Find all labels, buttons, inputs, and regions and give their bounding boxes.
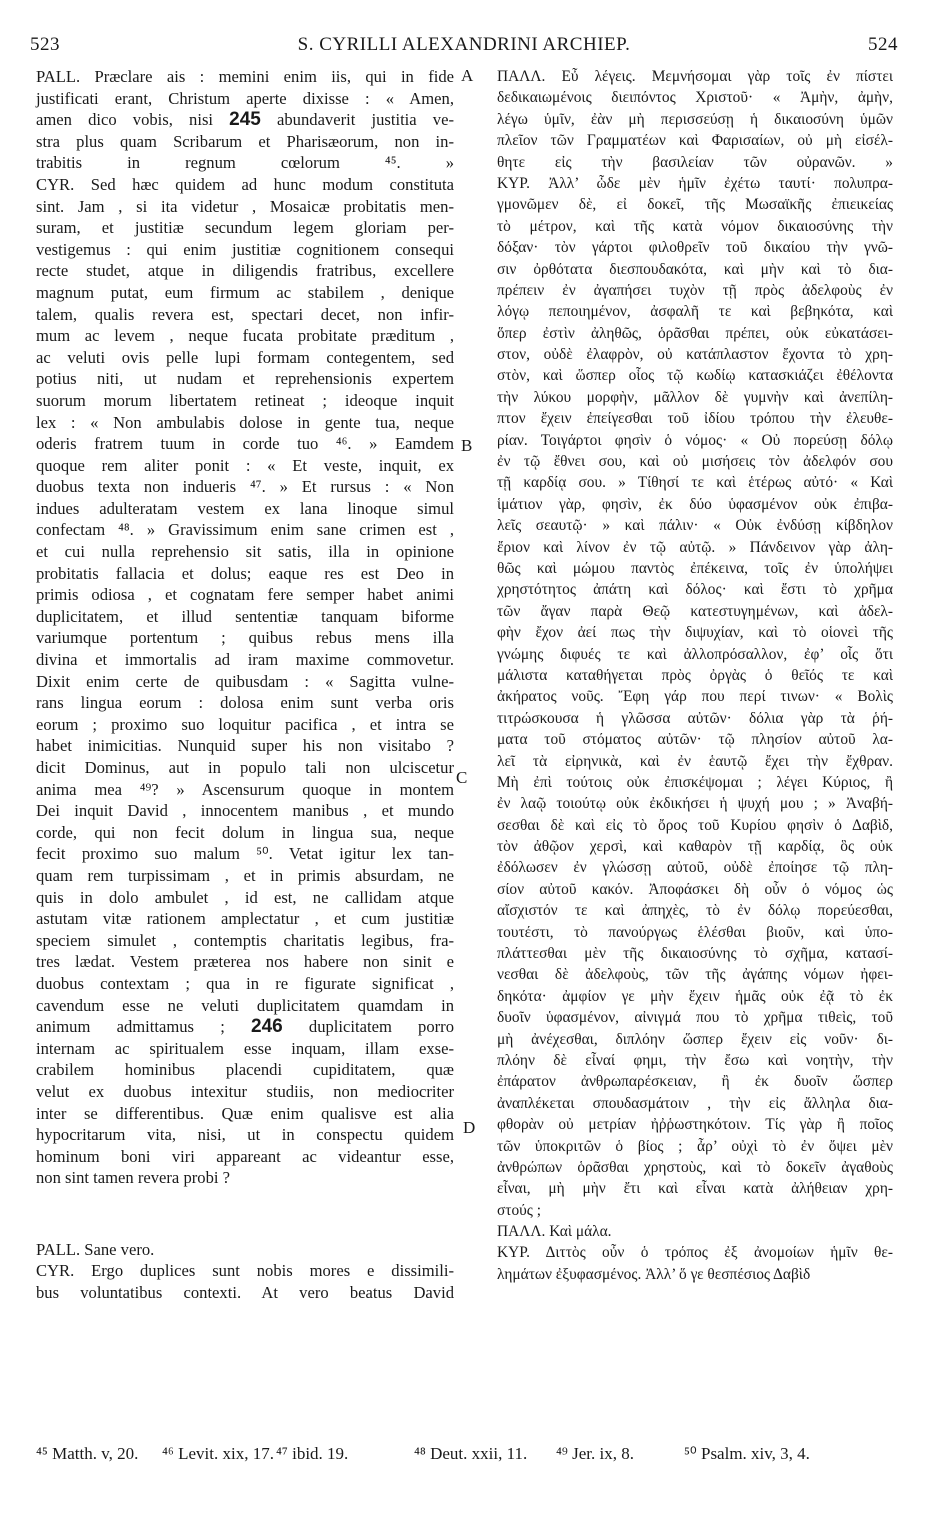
- greek-text-line: δεδικαιωμένοις διειπόντος Χριστοῦ· « Ἀμὴν, ἀμὴν,: [497, 89, 893, 107]
- latin-text-line: velut ex duobus intexitur studiis, non mediocriter: [36, 1081, 454, 1101]
- greek-text-line: τὸ μέτρον, καὶ τῆς κατὰ νόμον δικαιοσύνης τὴν: [497, 217, 893, 235]
- greek-text-line: γνώμης διφυές τε καὶ ἀλλοπρόσαλλον, ἐφ’ οἷς ὅτι: [497, 645, 893, 663]
- latin-text-line: habet inimicitias. Nunquid super his non visitabo ?: [36, 736, 454, 756]
- greek-text-line: χρηστότητος ἀπάτη καὶ δόλος· καὶ ἔστι τὸ χρῆμα: [497, 581, 893, 599]
- greek-text-line: τουτέστι, τὸ πανούργως ἑλέσθαι βιοῦν, καὶ ὑπο-: [497, 923, 893, 941]
- latin-text-line: duobus contextam ; qua in re figurate significat ,: [36, 973, 454, 993]
- greek-text-line: ἐπάρατον ἀνθρωπαρέσκειαν, ἢ ἐκ δυοῖν ὥσπερ: [497, 1073, 893, 1091]
- latin-text-line: Dixit enim certe de quibusdam : « Sagitta vulne-: [36, 671, 454, 691]
- greek-text-line: ΚΥΡ. Διττὸς οὖν ὁ τρόπος ἐξ ἀνομοίων ἡμῖν θε-: [497, 1244, 893, 1262]
- greek-text-line: δηκότα· ἀμφίον γε μὴν ἔχειν ἡμᾶς οὐκ ἐᾷ τὸ ἐκ: [497, 987, 893, 1005]
- greek-text-line: τὸν ἀθῷον χερσὶ, καὶ καθαρὸν τῇ καρδίᾳ, ὃς οὐκ: [497, 838, 893, 856]
- footnote: ⁴⁵ Matth. v, 20.: [36, 1444, 139, 1463]
- footnote: ⁴⁷ ibid. 19.: [276, 1444, 349, 1463]
- greek-text-line: τῇ καρδίᾳ σου. » Τίθησί τε καὶ ἑτέρως αὐτό· « Καὶ: [497, 474, 893, 492]
- latin-text-line: variumque portentum ; quibus rebus mens illa: [36, 628, 454, 648]
- latin-text-line: Dei inquit David , innocentem manibus , et mundo: [36, 801, 454, 821]
- latin-text-line: non sint tamen revera probi ?: [36, 1168, 230, 1188]
- latin-text-line: divina et immortalis ad iram maxime commovetur.: [36, 650, 454, 670]
- latin-text-line: stra plus quam Scribarum et Pharisæorum, non in-: [36, 131, 454, 151]
- footnote: ⁴⁸ Deut. xxii, 11.: [414, 1444, 528, 1463]
- greek-text-line: πτον ἔχειν ἐπείγεσθαι τοῦ ἰδίου τρόπου τὴν ἐλευθε-: [497, 410, 893, 428]
- greek-text-line: πλεῖον τῶν Γραμματέων καὶ Φαρισαίων, οὐ μὴ εἰσέλ-: [497, 132, 893, 150]
- greek-text-line: τῶν ὑποκριτῶν ὁ βίος ; ἆρ’ οὐχὶ τὸ ἐν ὄψει μὲν: [497, 1137, 893, 1155]
- running-header: [30, 34, 898, 64]
- greek-text-line: Μὴ ἐπὶ τούτοις οὐκ ἐπισκέψομαι ; λέγει Κύριος, ἢ: [497, 773, 893, 791]
- latin-text-line: PALL. Sane vero.: [36, 1239, 155, 1259]
- greek-text-line: ἀναπλέκεται σπουδασμάτοιν , τὴν εἰς ἄλληλα δια-: [497, 1094, 893, 1112]
- greek-text-line: ΠΑΛΛ. Καὶ μάλα.: [497, 1223, 612, 1241]
- latin-text-line: cavendum esse ne veluti duplicitatem quamdam in: [36, 995, 454, 1015]
- greek-text-line: ἱμάτιον γὰρ, φησὶν, ἐκ δύο ὑφασμένον οὐκ ἐπιβα-: [497, 495, 893, 513]
- section-mark-a: A: [461, 66, 474, 85]
- greek-text-line: στον, οὐδὲ ἐλαφρὸν, οὐ κατάπλαστον ἔχοντα τὸ χρη-: [497, 346, 893, 364]
- greek-text-line: μάλιστα καταθήγεται πρὸς ὀργὰς ὁ θεῖός τε καὶ: [497, 666, 893, 684]
- latin-text-line: dicit Dominus, aut in populo tali non ulciscetur: [36, 758, 454, 777]
- column-number: 245: [229, 109, 261, 131]
- latin-text-line: amen dico vobis, nisi 245 abundaverit justitia ve-: [36, 109, 454, 131]
- latin-text-line: quoque rem aliter ponit : « Et veste, inquit, ex: [36, 455, 454, 475]
- greek-text-line: ΚΥΡ. Ἀλλ’ ὧδε μὲν ἡμῖν ἐχέτω ταυτί· πολυπρα-: [497, 174, 893, 192]
- latin-text-line: suram, et justitiæ secundum legem gloriam per-: [36, 218, 454, 238]
- greek-text-line: πλόην δὲ εἶναί φημι, τὴν ἔσω καὶ νοητὴν, τὴν: [497, 1051, 893, 1069]
- greek-text-line: αἴσχιστόν τε καὶ ἀπηχὲς, τὸ ἐν δόλῳ πορεύεσθαι,: [497, 902, 893, 920]
- greek-text-line: τὴν λύκου μορφὴν, μᾶλλον δὲ γυμνὴν καὶ ἀνεπίλη-: [497, 388, 893, 406]
- latin-text-line: ac veluti ovis pelle lupi formam contegentem, sed: [36, 347, 454, 367]
- greek-text-line: λέγω ὑμῖν, ἐὰν μὴ περισσεύσῃ ἡ δικαιοσύνη ὑμῶν: [497, 110, 893, 128]
- greek-text-line: λεῖ τὰ εἰρηνικὰ, καὶ ἐν ἑαυτῷ ἔχει τὴν ἔχθραν.: [497, 752, 893, 770]
- latin-text-line: rans lingua eorum : dolosa enim sunt verba oris: [36, 693, 454, 713]
- greek-column: [497, 66, 893, 1285]
- latin-text-line: astutam vitæ rationem amplectatur , et cum justitiæ: [36, 909, 454, 929]
- footnotes: [36, 1444, 896, 1470]
- column-number: 246: [251, 1016, 283, 1038]
- greek-text-line: γμονῶμεν δὲ, εἰ δοκεῖ, τῆς Μωσαϊκῆς ἐπιεικείας: [497, 196, 893, 214]
- greek-text-line: ἐδόλωσεν ἐν γλώσσῃ αὐτοῦ, οὐδὲ ἐποίησε τῷ πλη-: [497, 859, 893, 877]
- latin-text-line: oderis fratrem tuum in corde tuo ⁴⁶. » Eamdem: [36, 434, 454, 454]
- page-number-right: 524: [868, 34, 898, 55]
- greek-text-line: σεσθαι δὲ καὶ εἰς τὸ ὄρος τοῦ Κυρίου φησὶν ὁ Δαβὶδ,: [497, 816, 893, 834]
- latin-text-line: corde, qui non fecit dolum in lingua sua, neque: [36, 822, 454, 842]
- latin-text-line: fecit proximo suo malum ⁵⁰. Vetat igitur lex tan-: [36, 844, 454, 864]
- greek-text-line: ΠΑΛΛ. Εὖ λέγεις. Μεμνήσομαι γὰρ τοῖς ἐν πίστει: [497, 68, 893, 85]
- greek-text-line: ρίαν. Τοιγάρτοι φησὶν ὁ νόμος· « Οὐ πορεύσῃ δόλῳ: [497, 431, 893, 449]
- greek-text-line: λεῖς σεαυτῷ· » καὶ πάλιν· « Οὐκ ἐνδύσῃ κίβδηλον: [497, 517, 893, 535]
- greek-text-line: τῶν ἄγαν παρὰ Θεῷ κατεστυγημένων, καὶ ἀδελ-: [497, 602, 893, 620]
- latin-text-line: et cui nulla reprehensio sit satis, illa in opinione: [36, 542, 454, 562]
- greek-text-line: πρέπειν ἐν ἀγαπήσει τυχὸν τῇ πρὸς ἀδελφοὺς ἐν: [497, 281, 893, 299]
- greek-text-line: ἀνθρώπων ὁρᾶσθαι χρηστοὺς, καὶ τὸ δοκεῖν ἀγαθοὺς: [497, 1158, 893, 1176]
- latin-text-line: confectam ⁴⁸. » Gravissimum enim sane crimen est ,: [36, 520, 454, 540]
- running-title: S. CYRILLI ALEXANDRINI ARCHIEP.: [297, 34, 631, 55]
- latin-text-line: trabitis in regnum cœlorum ⁴⁵. »: [36, 153, 454, 173]
- latin-text-line: crabilem hominibus placendi cupiditatem, quæ: [36, 1060, 454, 1080]
- greek-text-line: στούς ;: [497, 1201, 542, 1219]
- latin-text-line: speciem simulet , contemptis charitatis legibus, fra-: [36, 930, 454, 950]
- greek-text-line: ὅπερ ἐστὶν ἀληθῶς, ὁρᾶσθαι πρέπει, οὐκ εὐκατάσει-: [497, 324, 893, 342]
- latin-text-line: quis in dolo ambulet , id est, ne callidam atque: [36, 887, 454, 907]
- greek-text-line: τιτρώσκουσα ἡ γλῶσσα αὐτῶν· δόλια γὰρ τὰ ῥή-: [497, 709, 893, 727]
- latin-text-line: PALL. Præclare ais : memini enim iis, qui in fide: [36, 67, 454, 86]
- greek-text-line: θητε εἰς τὴν βασιλείαν τῶν οὐρανῶν. »: [497, 153, 893, 171]
- greek-text-line: λημάτων ἐξυφασμένος. Ἀλλ’ ὅ γε θεσπέσιος Δαβὶδ: [497, 1265, 811, 1283]
- latin-text-line: probitatis fallacia et dolus; eaque res est Deo in: [36, 563, 454, 583]
- latin-text-line: justificati erant, Christum aperte dixisse : « Amen,: [36, 88, 454, 108]
- greek-text-line: σιν ὀρθότατα διεσπουδακότα, καὶ μὴν καὶ τὸ δια-: [497, 260, 893, 278]
- latin-text-line: suorum morum libertatem retineat ; ideoque inquit: [36, 390, 454, 410]
- section-mark-b: B: [461, 436, 473, 455]
- greek-text-line: ἐν τῷ ἔθνει σου, καὶ οὐ μισήσεις τὸν ἀδελφόν σου: [497, 453, 893, 471]
- latin-text-line: potius niti, ut nudam et reprehensionis expertem: [36, 369, 454, 389]
- latin-column: [36, 66, 454, 1304]
- latin-text-line: anima mea ⁴⁹? » Ascensurum quoque in montem: [36, 779, 454, 799]
- greek-text-line: ἐν λαῷ τοιούτῳ οὐκ ἐκδικήσει ἡ ψυχή μου ; » Ἀναβή-: [497, 795, 893, 813]
- latin-text-line: sint. Jam , si ita videtur , Mosaicæ probitatis men-: [36, 196, 454, 216]
- latin-text-line: magnum putat, eum firmum ac stabilem , denique: [36, 282, 454, 302]
- greek-text-line: εἶναι, μὴ μὴν ἔτι καὶ εἶναι κατὰ ἀλήθειαν χρη-: [497, 1180, 893, 1198]
- latin-text-line: duobus texta non indueris ⁴⁷. » Et rursus : « Non: [36, 477, 454, 497]
- latin-text-line: mum ac levem , neque fucata probitate præditum ,: [36, 326, 454, 346]
- latin-text-line: talem, qualis revera est, spectari decet, non infir-: [36, 304, 454, 324]
- greek-text-line: στὸν, καὶ ὥσπερ οἷος τῷ κωδίῳ κατασκιάζει ἐθέλοντα: [497, 367, 893, 385]
- footnote: ⁴⁶ Levit. xix, 17.: [162, 1444, 274, 1463]
- footnote: ⁵⁰ Psalm. xiv, 3, 4.: [684, 1444, 810, 1463]
- latin-text-line: quam rem turpissimam , et in primis absurdam, ne: [36, 865, 454, 885]
- latin-text-line: vestigemus : qui enim justitiæ cognitionem consequi: [36, 239, 454, 259]
- greek-text-line: λόγῳ πεποιημένον, ἀσφαλῆ τε καὶ βεβηκότα, καὶ: [497, 303, 893, 321]
- greek-text-line: σίον αὐτοῦ κακόν. Ἀποφάσκει δὴ οὖν ὁ νόμος ὡς: [497, 880, 893, 898]
- paragraph-gap: [36, 1189, 454, 1239]
- greek-text-line: φὴν ἔχον ἀεί πως τὴν διψυχίαν, καὶ τὸ οἱονεὶ τῆς: [497, 624, 893, 642]
- greek-text-line: νεσθαι δὲ ἀδελφοὺς, τῶν τῆς ἀγάπης νόμων ἠφει-: [497, 966, 893, 984]
- footnote: ⁴⁹ Jer. ix, 8.: [556, 1444, 634, 1463]
- page-number-left: 523: [30, 34, 60, 55]
- section-mark-d: D: [463, 1118, 476, 1137]
- latin-text-line: primis odiosa , et cognatam fere semper habet animi: [36, 585, 454, 605]
- greek-text-line: πλάττεσθαι μὲν τῆς δικαιοσύνης τὸ σχῆμα, κατασί-: [497, 945, 893, 963]
- latin-text-line: bus voluntatibus contexti. At vero beatus David: [36, 1283, 454, 1303]
- latin-text-line: CYR. Sed hæc quidem ad hunc modum constituta: [36, 174, 454, 194]
- greek-text-line: ματα τοῦ στόματος αὐτῶν· τῷ πλησίον αὐτοῦ λα-: [497, 731, 893, 749]
- greek-text-line: ἀκήρατος νοῦς. Ἔφη γάρ που περί τινων· « Βολὶς: [497, 688, 893, 706]
- latin-text-line: hypocritarum vita, nisi, ut in conspectu quidem: [36, 1125, 454, 1145]
- latin-text-line: hominum boni viri appareant ac videantur esse,: [36, 1146, 454, 1166]
- section-mark-c: C: [456, 768, 468, 787]
- latin-text-line: indues adulteratam vestem ex lana linoque simul: [36, 498, 454, 518]
- latin-text-line: inter se differentibus. Quæ enim qualisve est alia: [36, 1103, 454, 1123]
- latin-text-line: lex : « Non ambulabis dolose in gente tua, neque: [36, 412, 454, 432]
- greek-text-line: θῶς καὶ μώμου παντὸς ἐπέκεινα, τοῖς ἐν ὑπολήψει: [497, 559, 893, 577]
- greek-text-line: φθορὰν οὐ μετρίαν ἠῤῥωστηκότοιν. Τίς γὰρ ἢ ποῖος: [497, 1116, 893, 1134]
- greek-text-line: ἔριον καὶ λίνον ἐν τῷ αὐτῷ. » Πάνδεινον γὰρ ἀλη-: [497, 538, 893, 556]
- greek-text-line: μὴ ἀνέχεσθαι, διπλόην ὥσπερ ἔχειν εἰς νοῦν· δι-: [497, 1030, 893, 1048]
- latin-text-line: recte studet, atque in diligendis fratribus, excellere: [36, 261, 454, 281]
- latin-text-line: CYR. Ergo duplices sunt nobis mores e dissimili-: [36, 1261, 454, 1281]
- latin-text-line: eorum ; proximo suo loquitur pacifica , et intra se: [36, 714, 454, 734]
- latin-text-line: duplicitatem, et illud sententiæ tanquam biforme: [36, 606, 454, 626]
- greek-text-line: δυοῖν ὑφασμένον, αἰνιγμά που τὸ χρῆμα τιθεὶς, τοῦ: [497, 1009, 893, 1027]
- latin-text-line: animum admittamus ; 246 duplicitatem porro: [36, 1016, 454, 1038]
- latin-text-line: tres lædat. Vestem præterea nos habere non sinit e: [36, 952, 454, 972]
- greek-text-line: δόξαν· τὸν γάρτοι φιλοθρεῖν τοῦ δικαίου τὴν γνῶ-: [497, 239, 893, 257]
- latin-text-line: internam ac spiritualem esse inquam, illam exse-: [36, 1038, 454, 1058]
